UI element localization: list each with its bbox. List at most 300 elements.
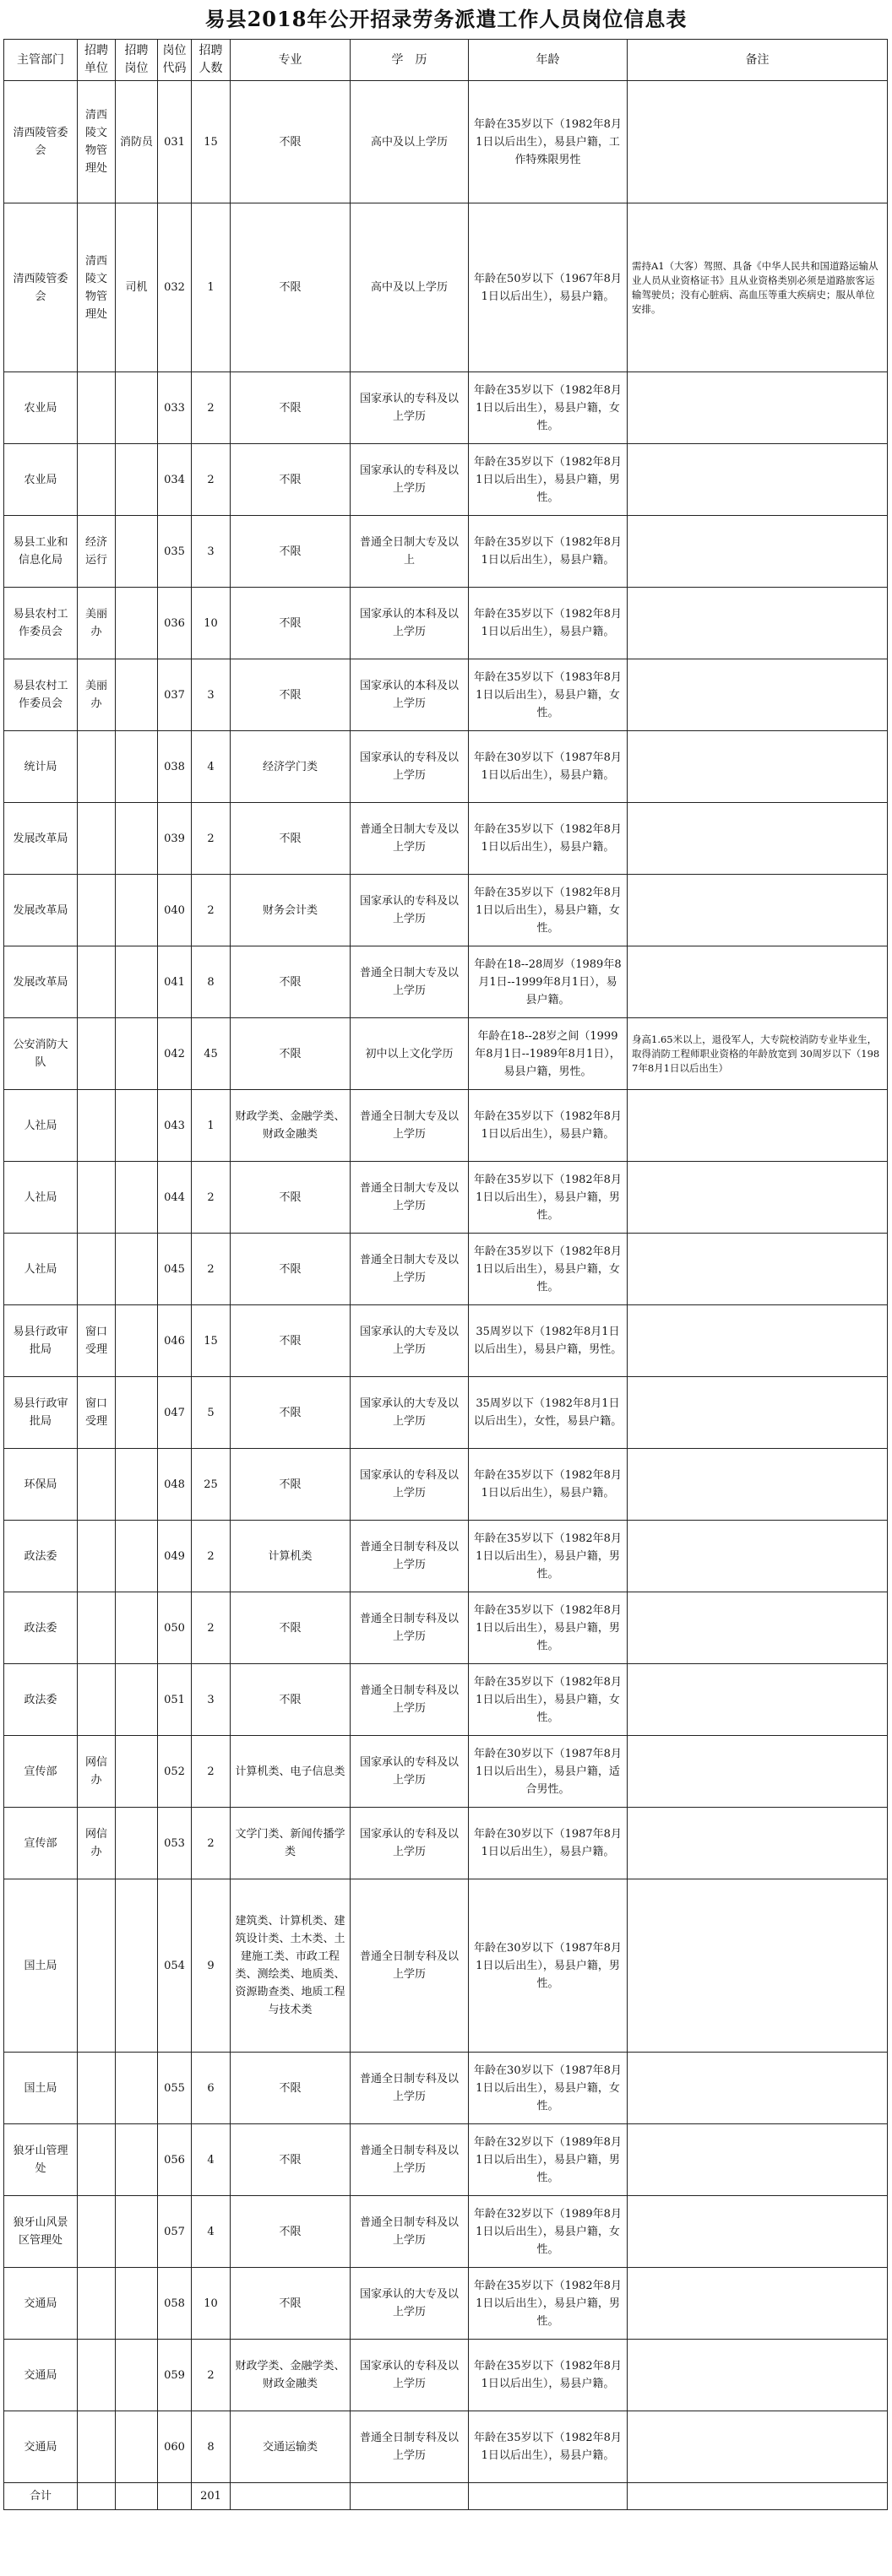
- cell-dept: 狼牙山管理处: [4, 2124, 78, 2196]
- cell-unit: [78, 2411, 116, 2483]
- cell-age: 年龄在50岁以下（1967年8月1日以后出生），易县户籍。: [469, 203, 628, 372]
- cell-age: 年龄在30岁以下（1987年8月1日以后出生），易县户籍，男性。: [469, 1879, 628, 2053]
- cell-post: [116, 372, 158, 444]
- cell-note: [628, 875, 888, 946]
- cell-dept: 环保局: [4, 1449, 78, 1521]
- cell-unit: 美丽办: [78, 659, 116, 731]
- cell-dept: 交通局: [4, 2340, 78, 2411]
- cell-code: 053: [158, 1808, 192, 1879]
- cell-edu: 国家承认的大专及以上学历: [351, 2268, 469, 2340]
- cell-age: 35周岁以下（1982年8月1日以后出生），女性，易县户籍。: [469, 1377, 628, 1449]
- cell-dept: 统计局: [4, 731, 78, 803]
- cell-dept: 清西陵管委会: [4, 203, 78, 372]
- cell-code: 057: [158, 2196, 192, 2268]
- cell-unit: 清西陵文物管理处: [78, 203, 116, 372]
- table-row: [4, 1234, 888, 1305]
- cell-dept: 人社局: [4, 1090, 78, 1162]
- cell-age: 年龄在35岁以下（1982年8月1日以后出生），易县户籍，男性。: [469, 1521, 628, 1592]
- cell-num: 2: [192, 1162, 231, 1234]
- cell-age: 年龄在30岁以下（1987年8月1日以后出生），易县户籍，适合男性。: [469, 1736, 628, 1808]
- cell-num: 2: [192, 2340, 231, 2411]
- cell-unit: [78, 2053, 116, 2124]
- cell-edu: 初中以上文化学历: [351, 1018, 469, 1090]
- cell-num: 2: [192, 803, 231, 875]
- total-empty-cell: [628, 2483, 888, 2510]
- position-table-wrapper: [3, 39, 887, 2510]
- header-dept: 主管部门: [4, 40, 78, 81]
- cell-edu: 国家承认的大专及以上学历: [351, 1377, 469, 1449]
- cell-note: [628, 946, 888, 1018]
- cell-age: 年龄在35岁以下（1982年8月1日以后出生），易县户籍，女性。: [469, 372, 628, 444]
- cell-edu: 国家承认的专科及以上学历: [351, 1449, 469, 1521]
- cell-post: [116, 1736, 158, 1808]
- position-table: [3, 39, 888, 2510]
- table-row: [4, 81, 888, 203]
- cell-major: 建筑类、计算机类、建筑设计类、土木类、土建施工类、市政工程类、测绘类、地质类、资源勘查类、地质工程与技术类: [231, 1879, 351, 2053]
- cell-code: 040: [158, 875, 192, 946]
- cell-dept: 国土局: [4, 2053, 78, 2124]
- cell-unit: [78, 1090, 116, 1162]
- cell-edu: 普通全日制专科及以上学历: [351, 1592, 469, 1664]
- table-row: [4, 875, 888, 946]
- cell-age: 35周岁以下（1982年8月1日以后出生），易县户籍，男性。: [469, 1305, 628, 1377]
- cell-post: [116, 1090, 158, 1162]
- total-empty-cell: [116, 2483, 158, 2510]
- cell-num: 4: [192, 731, 231, 803]
- cell-dept: 发展改革局: [4, 875, 78, 946]
- cell-age: 年龄在35岁以下（1982年8月1日以后出生），易县户籍。: [469, 2340, 628, 2411]
- cell-num: 4: [192, 2196, 231, 2268]
- cell-post: [116, 1808, 158, 1879]
- cell-note: [628, 2196, 888, 2268]
- cell-major: 不限: [231, 1664, 351, 1736]
- cell-unit: 清西陵文物管理处: [78, 81, 116, 203]
- cell-edu: 普通全日制专科及以上学历: [351, 2124, 469, 2196]
- table-row: [4, 1377, 888, 1449]
- cell-edu: 普通全日制专科及以上学历: [351, 1664, 469, 1736]
- cell-dept: 易县农村工作委员会: [4, 659, 78, 731]
- cell-note: [628, 516, 888, 588]
- cell-major: 经济学门类: [231, 731, 351, 803]
- cell-major: 不限: [231, 81, 351, 203]
- cell-age: 年龄在30岁以下（1987年8月1日以后出生），易县户籍。: [469, 731, 628, 803]
- cell-dept: 交通局: [4, 2411, 78, 2483]
- cell-post: 司机: [116, 203, 158, 372]
- cell-unit: [78, 803, 116, 875]
- cell-age: 年龄在35岁以下（1982年8月1日以后出生），易县户籍。: [469, 803, 628, 875]
- cell-code: 047: [158, 1377, 192, 1449]
- cell-note: [628, 1449, 888, 1521]
- cell-note: [628, 803, 888, 875]
- cell-edu: 国家承认的专科及以上学历: [351, 2340, 469, 2411]
- cell-note: [628, 372, 888, 444]
- cell-dept: 交通局: [4, 2268, 78, 2340]
- table-row: [4, 1736, 888, 1808]
- cell-num: 2: [192, 372, 231, 444]
- cell-edu: 普通全日制专科及以上学历: [351, 2196, 469, 2268]
- cell-age: 年龄在32岁以下（1989年8月1日以后出生），易县户籍，女性。: [469, 2196, 628, 2268]
- table-row: [4, 731, 888, 803]
- cell-post: [116, 2340, 158, 2411]
- cell-dept: 公安消防大队: [4, 1018, 78, 1090]
- cell-note: [628, 1521, 888, 1592]
- header-code: 岗位代码: [158, 40, 192, 81]
- cell-dept: 发展改革局: [4, 803, 78, 875]
- cell-post: [116, 875, 158, 946]
- cell-dept: 易县行政审批局: [4, 1377, 78, 1449]
- cell-age: 年龄在35岁以下（1982年8月1日以后出生），易县户籍。: [469, 2411, 628, 2483]
- table-row: [4, 803, 888, 875]
- cell-post: [116, 1234, 158, 1305]
- table-row: [4, 1305, 888, 1377]
- cell-post: [116, 2053, 158, 2124]
- cell-dept: 国土局: [4, 1879, 78, 2053]
- table-row: [4, 203, 888, 372]
- header-num: 招聘人数: [192, 40, 231, 81]
- cell-major: 不限: [231, 803, 351, 875]
- table-row: [4, 516, 888, 588]
- cell-age: 年龄在35岁以下（1982年8月1日以后出生），易县户籍，男性。: [469, 1162, 628, 1234]
- cell-num: 9: [192, 1879, 231, 2053]
- cell-unit: 美丽办: [78, 588, 116, 659]
- cell-post: [116, 588, 158, 659]
- cell-dept: 宣传部: [4, 1808, 78, 1879]
- header-unit: 招聘单位: [78, 40, 116, 81]
- cell-unit: [78, 1592, 116, 1664]
- cell-num: 15: [192, 1305, 231, 1377]
- cell-edu: 国家承认的专科及以上学历: [351, 1736, 469, 1808]
- cell-num: 10: [192, 588, 231, 659]
- cell-major: 交通运输类: [231, 2411, 351, 2483]
- cell-unit: 经济运行: [78, 516, 116, 588]
- cell-post: [116, 2411, 158, 2483]
- cell-code: 033: [158, 372, 192, 444]
- header-age: 年龄: [469, 40, 628, 81]
- cell-note: [628, 1592, 888, 1664]
- cell-code: 052: [158, 1736, 192, 1808]
- cell-note: [628, 2268, 888, 2340]
- cell-code: 038: [158, 731, 192, 803]
- table-row: [4, 2340, 888, 2411]
- cell-edu: 国家承认的本科及以上学历: [351, 588, 469, 659]
- cell-code: 035: [158, 516, 192, 588]
- cell-dept: 易县农村工作委员会: [4, 588, 78, 659]
- cell-unit: [78, 1234, 116, 1305]
- cell-edu: 普通全日制大专及以上学历: [351, 1162, 469, 1234]
- cell-code: 042: [158, 1018, 192, 1090]
- cell-unit: 网信办: [78, 1736, 116, 1808]
- cell-major: 文学门类、新闻传播学类: [231, 1808, 351, 1879]
- table-row: [4, 372, 888, 444]
- cell-major: 不限: [231, 2268, 351, 2340]
- cell-code: 037: [158, 659, 192, 731]
- cell-major: 不限: [231, 1018, 351, 1090]
- cell-note: [628, 659, 888, 731]
- cell-edu: 普通全日制专科及以上学历: [351, 2053, 469, 2124]
- page-title: 易县2018年公开招录劳务派遣工作人员岗位信息表: [204, 7, 688, 31]
- cell-code: 031: [158, 81, 192, 203]
- cell-age: 年龄在35岁以下（1982年8月1日以后出生），易县户籍，男性。: [469, 444, 628, 516]
- cell-unit: [78, 2196, 116, 2268]
- cell-edu: 高中及以上学历: [351, 81, 469, 203]
- table-row: [4, 1018, 888, 1090]
- table-row: [4, 946, 888, 1018]
- cell-post: [116, 1305, 158, 1377]
- cell-num: 6: [192, 2053, 231, 2124]
- table-row: [4, 2053, 888, 2124]
- cell-age: 年龄在32岁以下（1989年8月1日以后出生），易县户籍，男性。: [469, 2124, 628, 2196]
- table-header: [4, 40, 888, 81]
- total-empty-cell: [351, 2483, 469, 2510]
- cell-code: 048: [158, 1449, 192, 1521]
- cell-age: 年龄在35岁以下（1983年8月1日以后出生），易县户籍，女性。: [469, 659, 628, 731]
- cell-edu: 国家承认的专科及以上学历: [351, 1808, 469, 1879]
- cell-edu: 国家承认的专科及以上学历: [351, 875, 469, 946]
- header-note: 备注: [628, 40, 888, 81]
- cell-code: 034: [158, 444, 192, 516]
- cell-dept: 农业局: [4, 372, 78, 444]
- cell-num: 15: [192, 81, 231, 203]
- cell-code: 032: [158, 203, 192, 372]
- cell-major: 不限: [231, 659, 351, 731]
- cell-age: 年龄在18--28周岁（1989年8月1日--1999年8月1日），易县户籍。: [469, 946, 628, 1018]
- cell-edu: 普通全日制专科及以上学历: [351, 2411, 469, 2483]
- cell-age: 年龄在35岁以下（1982年8月1日以后出生），易县户籍，男性。: [469, 2268, 628, 2340]
- cell-post: [116, 803, 158, 875]
- cell-note: [628, 1879, 888, 2053]
- cell-dept: 发展改革局: [4, 946, 78, 1018]
- cell-major: 不限: [231, 1162, 351, 1234]
- cell-code: 054: [158, 1879, 192, 2053]
- total-empty-cell: [469, 2483, 628, 2510]
- cell-dept: 人社局: [4, 1162, 78, 1234]
- table-body: [4, 81, 888, 2483]
- cell-age: 年龄在35岁以下（1982年8月1日以后出生），易县户籍，女性。: [469, 1664, 628, 1736]
- cell-note: [628, 2411, 888, 2483]
- cell-major: 计算机类、电子信息类: [231, 1736, 351, 1808]
- cell-post: [116, 731, 158, 803]
- cell-note: [628, 444, 888, 516]
- cell-age: 年龄在35岁以下（1982年8月1日以后出生），易县户籍。: [469, 1090, 628, 1162]
- cell-note: 身高1.65米以上，退役军人，大专院校消防专业毕业生，取得消防工程师职业资格的年龄放宽到 30周岁以下（1987年8月1日以后出生）: [628, 1018, 888, 1090]
- cell-num: 4: [192, 2124, 231, 2196]
- cell-post: [116, 2124, 158, 2196]
- cell-edu: 普通全日制专科及以上学历: [351, 1521, 469, 1592]
- cell-major: 不限: [231, 444, 351, 516]
- cell-major: 财政学类、金融学类、财政金融类: [231, 2340, 351, 2411]
- cell-edu: 普通全日制大专及以上学历: [351, 946, 469, 1018]
- cell-code: 041: [158, 946, 192, 1018]
- cell-edu: 普通全日制大专及以上: [351, 516, 469, 588]
- cell-note: [628, 2340, 888, 2411]
- cell-note: [628, 1664, 888, 1736]
- cell-note: [628, 588, 888, 659]
- cell-dept: 清西陵管委会: [4, 81, 78, 203]
- table-row: [4, 1090, 888, 1162]
- cell-post: [116, 1879, 158, 2053]
- cell-num: 2: [192, 1808, 231, 1879]
- cell-note: [628, 2124, 888, 2196]
- cell-edu: 国家承认的大专及以上学历: [351, 1305, 469, 1377]
- cell-unit: [78, 2124, 116, 2196]
- cell-post: [116, 1664, 158, 1736]
- cell-num: 3: [192, 516, 231, 588]
- cell-num: 10: [192, 2268, 231, 2340]
- table-row: [4, 1664, 888, 1736]
- cell-code: 046: [158, 1305, 192, 1377]
- cell-post: [116, 444, 158, 516]
- cell-post: [116, 2268, 158, 2340]
- cell-major: 不限: [231, 372, 351, 444]
- cell-note: [628, 2053, 888, 2124]
- cell-code: 055: [158, 2053, 192, 2124]
- table-footer: [4, 2483, 888, 2510]
- cell-major: 不限: [231, 1449, 351, 1521]
- cell-code: 045: [158, 1234, 192, 1305]
- cell-unit: [78, 946, 116, 1018]
- header-row: [4, 40, 888, 81]
- table-row: [4, 588, 888, 659]
- cell-num: 1: [192, 1090, 231, 1162]
- cell-code: 059: [158, 2340, 192, 2411]
- total-empty-cell: [231, 2483, 351, 2510]
- cell-major: 计算机类: [231, 1521, 351, 1592]
- cell-dept: 易县行政审批局: [4, 1305, 78, 1377]
- cell-code: 049: [158, 1521, 192, 1592]
- cell-unit: [78, 1879, 116, 2053]
- cell-major: 财政学类、金融学类、财政金融类: [231, 1090, 351, 1162]
- cell-age: 年龄在18--28岁之间（1999年8月1日--1989年8月1日），易县户籍，男性。: [469, 1018, 628, 1090]
- cell-note: 需持A1（大客）驾照、具备《中华人民共和国道路运输从业人员从业资格证书》且从业资格类别必须是道路旅客运输驾驶员；没有心脏病、高血压等重大疾病史；服从单位安排。: [628, 203, 888, 372]
- cell-post: 消防员: [116, 81, 158, 203]
- cell-num: 2: [192, 1521, 231, 1592]
- cell-major: 不限: [231, 516, 351, 588]
- cell-dept: 政法委: [4, 1664, 78, 1736]
- cell-post: [116, 1162, 158, 1234]
- header-post: 招聘岗位: [116, 40, 158, 81]
- cell-post: [116, 1449, 158, 1521]
- cell-num: 2: [192, 1234, 231, 1305]
- total-row: [4, 2483, 888, 2510]
- table-row: [4, 2124, 888, 2196]
- cell-major: 财务会计类: [231, 875, 351, 946]
- cell-code: 050: [158, 1592, 192, 1664]
- cell-major: 不限: [231, 1592, 351, 1664]
- cell-dept: 宣传部: [4, 1736, 78, 1808]
- cell-note: [628, 1305, 888, 1377]
- cell-dept: 农业局: [4, 444, 78, 516]
- cell-code: 056: [158, 2124, 192, 2196]
- cell-post: [116, 1018, 158, 1090]
- cell-age: 年龄在35岁以下（1982年8月1日以后出生），易县户籍，男性。: [469, 1592, 628, 1664]
- cell-unit: [78, 875, 116, 946]
- cell-post: [116, 516, 158, 588]
- cell-post: [116, 1592, 158, 1664]
- cell-note: [628, 1736, 888, 1808]
- cell-note: [628, 1162, 888, 1234]
- cell-major: 不限: [231, 588, 351, 659]
- cell-unit: 网信办: [78, 1808, 116, 1879]
- cell-unit: 窗口受理: [78, 1305, 116, 1377]
- cell-unit: [78, 731, 116, 803]
- table-row: [4, 1879, 888, 2053]
- header-edu: 学 历: [351, 40, 469, 81]
- table-row: [4, 1162, 888, 1234]
- cell-age: 年龄在30岁以下（1987年8月1日以后出生），易县户籍。: [469, 1808, 628, 1879]
- cell-post: [116, 1521, 158, 1592]
- cell-edu: 普通全日制大专及以上学历: [351, 1234, 469, 1305]
- cell-code: 051: [158, 1664, 192, 1736]
- cell-major: 不限: [231, 2124, 351, 2196]
- cell-age: 年龄在35岁以下（1982年8月1日以后出生），易县户籍。: [469, 516, 628, 588]
- cell-num: 8: [192, 946, 231, 1018]
- cell-edu: 国家承认的专科及以上学历: [351, 372, 469, 444]
- cell-unit: [78, 1521, 116, 1592]
- cell-unit: 窗口受理: [78, 1377, 116, 1449]
- cell-edu: 国家承认的专科及以上学历: [351, 444, 469, 516]
- cell-code: 043: [158, 1090, 192, 1162]
- cell-unit: [78, 1162, 116, 1234]
- cell-dept: 政法委: [4, 1521, 78, 1592]
- total-empty-cell: [78, 2483, 116, 2510]
- cell-note: [628, 1808, 888, 1879]
- total-label: 合计: [4, 2483, 78, 2510]
- cell-major: 不限: [231, 1305, 351, 1377]
- cell-age: 年龄在35岁以下（1982年8月1日以后出生），易县户籍。: [469, 588, 628, 659]
- cell-major: 不限: [231, 2196, 351, 2268]
- cell-num: 25: [192, 1449, 231, 1521]
- cell-age: 年龄在35岁以下（1982年8月1日以后出生），易县户籍，女性。: [469, 875, 628, 946]
- cell-edu: 国家承认的本科及以上学历: [351, 659, 469, 731]
- cell-unit: [78, 444, 116, 516]
- cell-age: 年龄在35岁以下（1982年8月1日以后出生），易县户籍，女性。: [469, 1234, 628, 1305]
- cell-age: 年龄在30岁以下（1987年8月1日以后出生），易县户籍，女性。: [469, 2053, 628, 2124]
- cell-age: 年龄在35岁以下（1982年8月1日以后出生），易县户籍，工作特殊限男性: [469, 81, 628, 203]
- cell-code: 039: [158, 803, 192, 875]
- cell-edu: 普通全日制大专及以上学历: [351, 803, 469, 875]
- cell-post: [116, 2196, 158, 2268]
- table-row: [4, 659, 888, 731]
- cell-edu: 普通全日制大专及以上学历: [351, 1090, 469, 1162]
- cell-num: 5: [192, 1377, 231, 1449]
- table-row: [4, 1521, 888, 1592]
- cell-post: [116, 659, 158, 731]
- cell-num: 3: [192, 659, 231, 731]
- cell-post: [116, 946, 158, 1018]
- cell-note: [628, 81, 888, 203]
- table-row: [4, 444, 888, 516]
- cell-num: 2: [192, 444, 231, 516]
- cell-major: 不限: [231, 1234, 351, 1305]
- cell-code: 036: [158, 588, 192, 659]
- cell-dept: 易县工业和信息化局: [4, 516, 78, 588]
- cell-unit: [78, 372, 116, 444]
- cell-major: 不限: [231, 203, 351, 372]
- cell-num: 2: [192, 1736, 231, 1808]
- cell-major: 不限: [231, 2053, 351, 2124]
- cell-dept: 政法委: [4, 1592, 78, 1664]
- cell-num: 3: [192, 1664, 231, 1736]
- table-row: [4, 2411, 888, 2483]
- cell-edu: 国家承认的专科及以上学历: [351, 731, 469, 803]
- cell-note: [628, 1090, 888, 1162]
- cell-code: 058: [158, 2268, 192, 2340]
- cell-num: 1: [192, 203, 231, 372]
- cell-dept: 狼牙山风景区管理处: [4, 2196, 78, 2268]
- table-row: [4, 1592, 888, 1664]
- cell-note: [628, 1234, 888, 1305]
- cell-unit: [78, 2340, 116, 2411]
